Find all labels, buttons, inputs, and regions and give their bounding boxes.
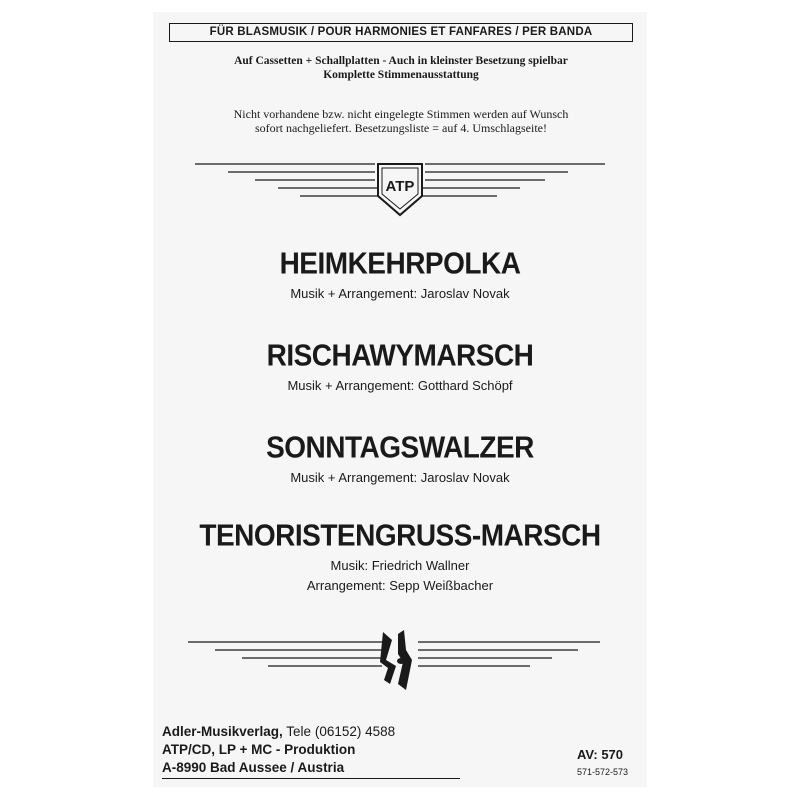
publisher-name-line bbox=[162, 724, 395, 739]
catalog-numbers: 571-572-573 bbox=[577, 767, 629, 777]
catalog-av: AV: 570 bbox=[577, 747, 624, 762]
piece-credit-3: Musik + Arrangement: Jaroslav Novak bbox=[290, 470, 510, 485]
note-line-1: Nicht vorhandene bzw. nicht eingelegte Stimmen werden auf Wunsch bbox=[233, 107, 569, 121]
bottom-ornament-lines bbox=[188, 642, 600, 666]
piece-title-1: HEIMKEHRPOLKA bbox=[279, 246, 521, 281]
note-line-2: sofort nachgeliefert. Besetzungsliste = auf 4. Umschlagseite! bbox=[254, 121, 547, 135]
logo-text: ATP bbox=[385, 178, 415, 195]
piece-credit-4a: Musik: Friedrich Wallner bbox=[330, 558, 470, 573]
piece-credit-4b: Arrangement: Sepp Weißbacher bbox=[306, 578, 494, 593]
publisher-address: A-8990 Bad Aussee / Austria bbox=[162, 760, 345, 775]
publisher-production: ATP/CD, LP + MC - Produktion bbox=[162, 742, 356, 757]
complete-line: Komplette Stimmenausstattung bbox=[323, 69, 479, 81]
piece-title-3: SONNTAGSWALZER bbox=[266, 430, 534, 465]
publisher-name: Adler-Musikverlag, bbox=[162, 724, 283, 739]
piece-title-2: RISCHAWYMARSCH bbox=[266, 338, 534, 373]
piece-title-4: TENORISTENGRUSS-MARSCH bbox=[199, 518, 601, 553]
atp-shield-logo bbox=[378, 164, 422, 215]
publisher-phone: Tele (06152) 4588 bbox=[282, 724, 396, 739]
piece-credit-1: Musik + Arrangement: Jaroslav Novak bbox=[290, 286, 510, 301]
banner: FÜR BLASMUSIK / POUR HARMONIES ET FANFARES / PER BANDA bbox=[169, 23, 633, 42]
cassette-line: Auf Cassetten + Schallplatten - Auch in kleinster Besetzung spielbar bbox=[234, 55, 568, 67]
music-note-icon bbox=[380, 630, 412, 690]
piece-credit-2: Musik + Arrangement: Gotthard Schöpf bbox=[287, 378, 513, 393]
footer-rule bbox=[162, 778, 460, 779]
